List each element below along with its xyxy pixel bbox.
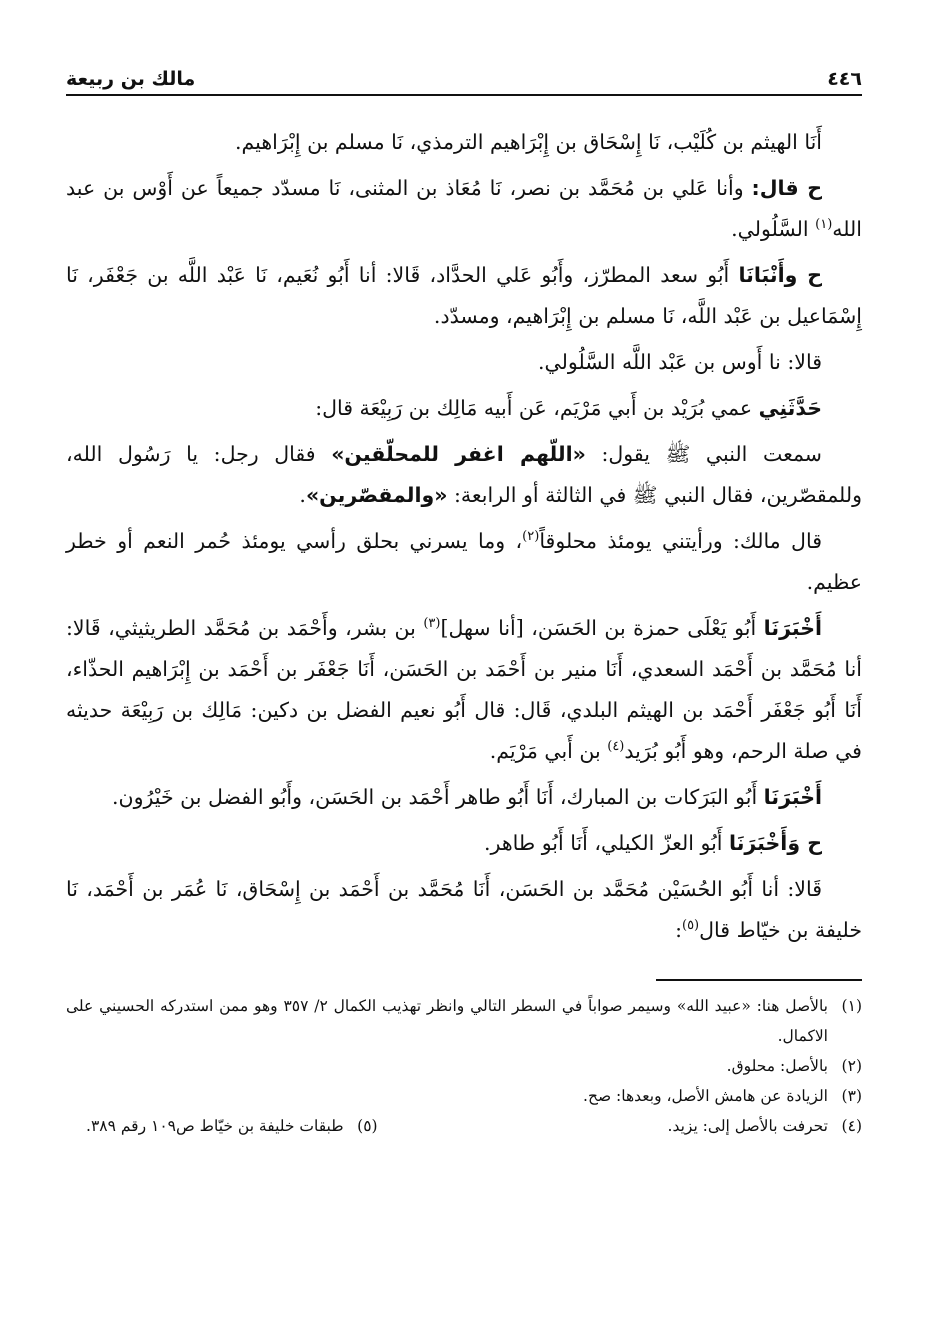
paragraph-2-text-b: السَّلُولي. — [731, 217, 816, 241]
footnote-text: الزيادة عن هامش الأصل، وبعدها: صح. — [583, 1087, 828, 1105]
hadith-quote-2: «والمقصّرين» — [305, 483, 448, 507]
paragraph-1 — [66, 122, 862, 163]
page-number: ٤٤٦ — [827, 68, 862, 90]
footnote-1 — [66, 991, 862, 1051]
paragraph-11-text-b: : — [675, 918, 682, 942]
paragraph-3-lead: ح وأَنْبَانَا — [738, 263, 822, 287]
paragraph-5 — [66, 388, 862, 429]
running-title: مالك بن ربيعة — [66, 68, 196, 90]
footnote-ref-5: (٥) — [681, 918, 700, 934]
footnote-2 — [66, 1051, 862, 1081]
paragraph-2-text-a: وأنا عَلي بن مُحَمَّد بن نصر، نَا مُعَاذ بن المثنى، نَا مسدّد جميعاً عن أَوْس بن عبد الله — [66, 176, 862, 241]
paragraph-7 — [66, 521, 862, 603]
running-header — [66, 56, 862, 96]
paragraph-3-text: أَبُو سعد المطرّز، وأَبُو عَلي الحدَّاد، قَالا: أنا أَبُو نُعَيم، نَا عَبْد اللَّه بن جَعْفَر، نَا إِسْمَاعيل بن عَبْد اللَّه، نَا مسلم بن إِبْرَاهيم، ومسدّد. — [66, 263, 862, 328]
paragraph-4 — [66, 342, 862, 383]
paragraph-2-lead: ح قال: — [751, 176, 822, 200]
book-page — [66, 56, 862, 1297]
footnote-number: (٢) — [841, 1057, 862, 1075]
paragraph-8-text-c: بن أَبي مَرْيَم. — [489, 739, 608, 763]
footnote-text: بالأصل: محلوق. — [726, 1057, 828, 1075]
paragraph-6-text-b: فقال رجل: يا رَسُول الله، وللمقصّرين، فقال النبي ﷺ في الثالثة أو الرابعة: — [66, 442, 862, 507]
footnote-text: تحرفت بالأصل إلى: يزيد. — [667, 1117, 828, 1135]
footnote-ref-3: (٣) — [423, 616, 441, 632]
footnote-row-4-5 — [66, 1111, 862, 1141]
paragraph-11 — [66, 869, 862, 951]
paragraph-9 — [66, 777, 862, 818]
paragraph-8-lead: أَخْبَرَنَا — [763, 616, 822, 640]
footnote-4 — [648, 1111, 862, 1141]
paragraph-2 — [66, 168, 862, 250]
paragraph-8 — [66, 608, 862, 772]
paragraph-1-text: أَنَا الهيثم بن كُلَيْب، نَا إِسْحَاق بن إِبْرَاهيم الترمذي، نَا مسلم بن إِبْرَاهيم. — [235, 130, 822, 154]
paragraph-10-text: أَبُو العزّ الكيلي، أَنَا أَبُو طاهر. — [484, 831, 730, 855]
footnote-text: طبقات خليفة بن خيّاط ص١٠٩ رقم ٣٨٩. — [86, 1117, 344, 1135]
footnote-5 — [66, 1111, 378, 1141]
paragraph-7-text-a: قال مالك: ورأيتني يومئذ محلوقاً — [539, 529, 822, 553]
footnote-number: (٥) — [357, 1117, 378, 1135]
footnote-number: (٣) — [841, 1087, 862, 1105]
footnote-separator — [656, 979, 862, 981]
footnote-text: بالأصل هنا: «عبيد الله» وسيمر صواباً في السطر التالي وانظر تهذيب الكمال ٢/ ٣٥٧ وهو ممن استدركه الحسيني على الاكمال. — [66, 997, 828, 1045]
paragraph-9-text: أَبُو البَرَكات بن المبارك، أَنَا أَبُو طاهر أَحْمَد بن الحَسَن، وأَبُو الفضل بن خَيْرُون. — [112, 785, 764, 809]
paragraph-3 — [66, 255, 862, 337]
paragraph-11-text-a: قَالا: أنا أَبُو الحُسَيْن مُحَمَّد بن الحَسَن، أَنَا مُحَمَّد بن أَحْمَد بن إِسْحَاق، نَا عُمَر بن أَحْمَد، نَا خليفة بن خيّاط قال — [66, 877, 862, 942]
paragraph-10-lead: ح وَأَخْبَرَنَا — [729, 831, 822, 855]
paragraph-5-lead: حَدَّثَنِي — [758, 396, 822, 420]
paragraph-7-text-b: ، وما يسرني بحلق رأسي يومئذ حُمر النعم أو خطر عظيم. — [66, 529, 862, 594]
paragraph-8-text-b: بن بشر، وأَحْمَد بن مُحَمَّد الطريثيثي، قَالا: أنا مُحَمَّد بن أَحْمَد السعدي، أَنَا منير بن أَحْمَد بن الحَسَن، أَنَا جَعْفَر بن أَحْمَد بن إِبْرَاهيم الحذّاء، أَنَا أَبُو جَعْفَر أَحْمَد بن الهيثم البلدي، قَال: قال أَبُو نعيم الفضل بن دكين: مَالِك بن رَبِيْعَة حديثه في صلة الرحم، وهو أَبُو بُرَيد — [66, 616, 862, 763]
paragraph-10 — [66, 823, 862, 864]
footnote-number: (٤) — [841, 1117, 862, 1135]
footnote-number: (١) — [841, 997, 862, 1015]
footnote-ref-2: (٢) — [522, 529, 540, 545]
paragraph-6 — [66, 434, 862, 516]
paragraph-5-text: عمي بُرَيْد بن أَبي مَرْيَم، عَن أَبيه مَالِك بن رَبِيْعَة قال: — [315, 396, 759, 420]
footnotes — [66, 991, 862, 1141]
paragraph-8-text-a: أَبُو يَعْلَى حمزة بن الحَسَن، [أنا سهل] — [440, 616, 764, 640]
paragraph-4-text: قالا: نا أَوس بن عَبْد اللَّه السَّلُولي. — [538, 350, 822, 374]
paragraph-6-text-c: . — [299, 483, 306, 507]
paragraph-9-lead: أَخْبَرَنَا — [763, 785, 822, 809]
footnote-3 — [66, 1081, 862, 1111]
paragraph-6-text-a: سمعت النبي ﷺ يقول: — [585, 442, 822, 466]
footnote-ref-1: (١) — [815, 217, 833, 233]
footnote-ref-4: (٤) — [607, 739, 625, 755]
hadith-quote-1: «اللّهم اغفر للمحلّقين» — [331, 442, 586, 466]
body-text — [66, 122, 862, 951]
